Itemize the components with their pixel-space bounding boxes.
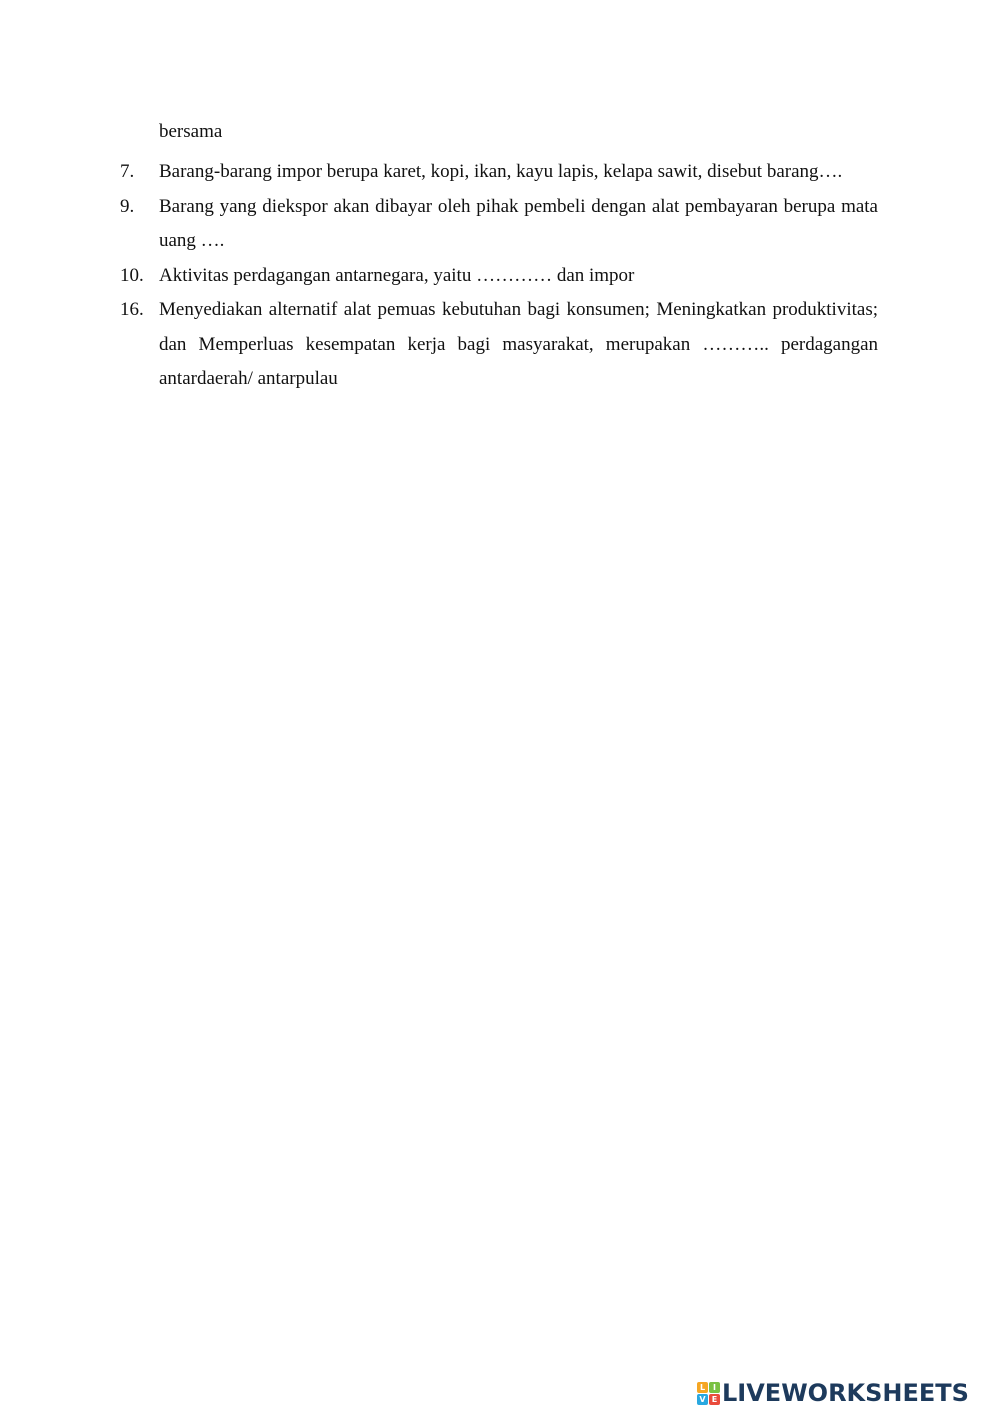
liveworksheets-logo-icon — [697, 1382, 720, 1405]
question-text: Menyediakan alternatif alat pemuas kebutuhan bagi konsumen; Meningkatkan produktivitas; dan Memperluas kesempatan kerja bagi masyarakat, merupakan ……….. perdagangan antardaerah/ antarpulau — [159, 299, 878, 389]
question-text: Barang-barang impor berupa karet, kopi, ikan, kayu lapis, kelapa sawit, disebut barang…. — [159, 161, 843, 182]
continuation-text: bersama — [159, 121, 223, 142]
question-item — [120, 259, 878, 294]
question-item — [120, 190, 878, 259]
logo-tile-e: E — [709, 1394, 720, 1405]
question-item — [120, 293, 878, 397]
brand-text: LIVEWORKSHEETS — [722, 1379, 969, 1407]
logo-tile-l: L — [697, 1382, 708, 1393]
question-number: 9. — [120, 195, 135, 217]
liveworksheets-watermark — [697, 1379, 969, 1407]
question-number: 7. — [120, 161, 135, 182]
question-number: 16. — [120, 299, 144, 320]
logo-tile-i: I — [709, 1382, 720, 1393]
question-text: Barang yang diekspor akan dibayar oleh pihak pembeli dengan alat pembayaran berupa mata uang …. — [159, 195, 878, 251]
logo-tile-v: V — [697, 1394, 708, 1405]
question-text: Aktivitas perdagangan antarnegara, yaitu ………… dan impor — [159, 264, 635, 286]
question-item — [120, 155, 878, 190]
question-list — [120, 155, 878, 397]
question-number: 10. — [120, 264, 144, 286]
